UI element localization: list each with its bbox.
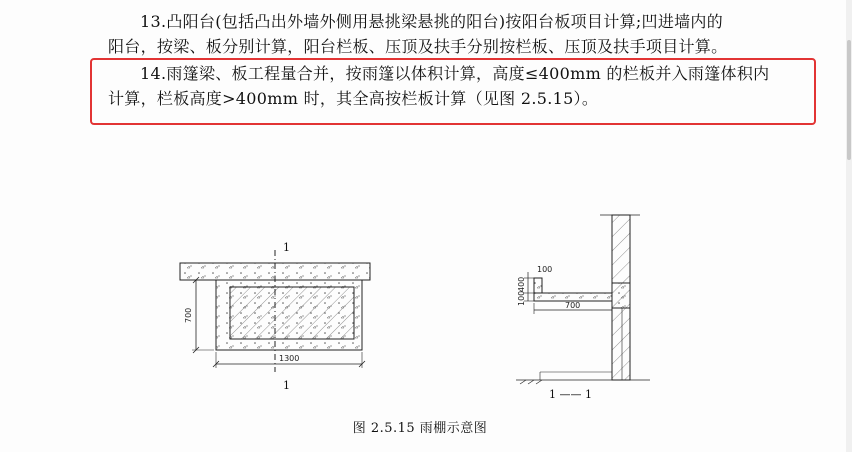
paragraph-13-line-1: 13.凸阳台(包括凸出外墙外侧用悬挑梁悬挑的阳台)按阳台板项目计算;凹进墙内的 (140, 12, 724, 31)
scrollbar[interactable] (846, 0, 852, 452)
paragraph-14-line-1: 14.雨篷梁、板工程量合并，按雨篷以体积计算，高度≤400mm 的栏板并入雨篷体积内 (140, 64, 770, 83)
section-mark-bottom: 1 (283, 379, 290, 392)
dim-height-label: 700 (184, 307, 193, 323)
figure-caption (0, 417, 852, 436)
dim-width-label: 1300 (279, 354, 300, 363)
figure-caption-text: 图 2.5.15 雨棚示意图 (352, 421, 488, 436)
paragraph-13-line-2: 阳台，按梁、板分别计算，阳台栏板、压顶及扶手分别按栏板、压顶及扶手项目计算。 (108, 37, 728, 56)
dim-700-label: 700 (565, 301, 581, 310)
section-mark-top: 1 (283, 241, 290, 254)
dim-100-bottom-label: 100 (517, 290, 526, 306)
paragraph-14-line-2: 计算，栏板高度>400mm 时，其全高按栏板计算（见图 2.5.15）。 (108, 89, 599, 108)
dim-400-label: 400 (517, 276, 526, 292)
scrollbar-thumb[interactable] (847, 40, 851, 160)
dim-100-top-label: 100 (537, 265, 553, 274)
section-label: 1 —— 1 (549, 388, 592, 401)
